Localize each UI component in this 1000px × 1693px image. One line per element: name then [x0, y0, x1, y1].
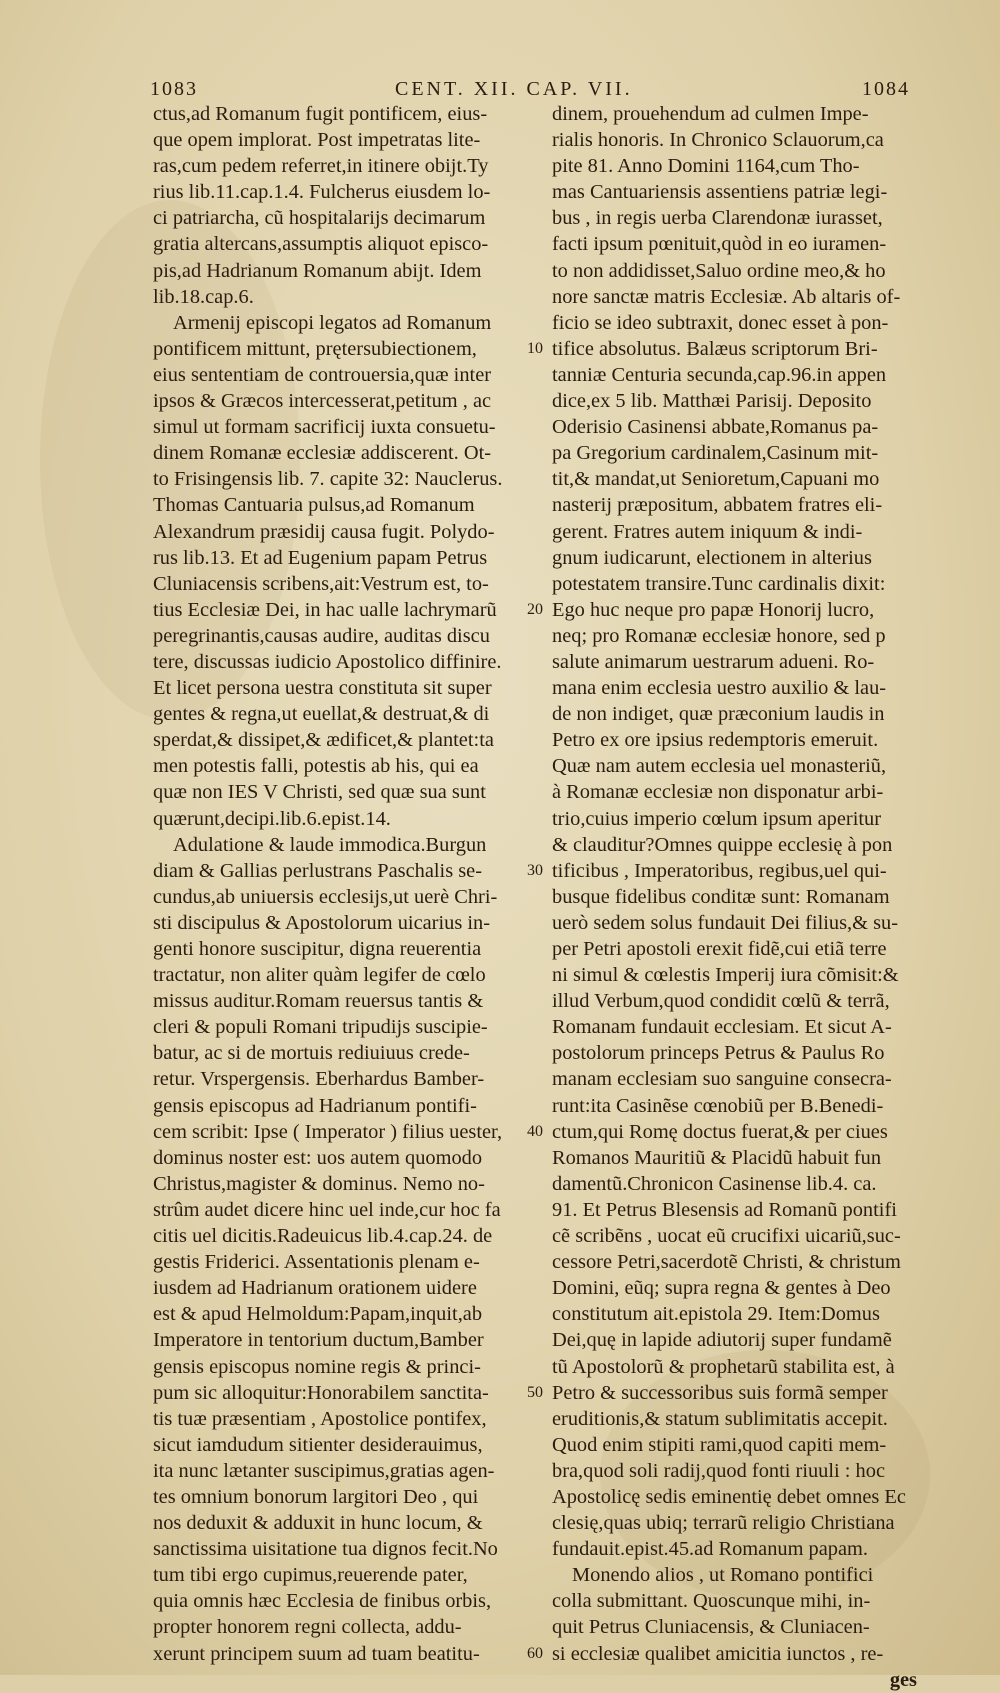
text-line: cem scribit: Ipse ( Imperator ) filius uester,: [153, 1120, 503, 1143]
text-line: ita nunc lætanter suscipimus,gratias agen-: [153, 1459, 495, 1482]
text-line: pum sic alloquitur:Honorabilem sanctita-: [153, 1381, 489, 1404]
text-line: eius sententiam de controuersia,quæ inter: [153, 363, 492, 386]
text-line: bra,quod soli radij,quod fonti riuuli : hoc: [552, 1459, 886, 1482]
text-line: colla submittant. Quoscunque mihi, in-: [552, 1590, 871, 1613]
text-line: Monendo alios , ut Romano pontifici: [572, 1564, 874, 1587]
text-line: postolorum princeps Petrus & Paulus Ro: [552, 1042, 885, 1065]
text-line: rus lib.13. Et ad Eugenium papam Petrus: [153, 546, 488, 569]
text-line: to Frisingensis lib. 7. capite 32: Nauclerus.: [153, 468, 503, 491]
text-line: gnum iudicarunt, electionem in alterius: [552, 546, 872, 569]
text-line: xerunt principem suum ad tuam beatitu-: [153, 1642, 480, 1665]
text-line: facti ipsum pœnituit,quòd in eo iuramen-: [552, 233, 887, 256]
text-line: men potestis falli, potestis ab his, qui ea: [153, 755, 479, 778]
text-line: Oderisio Casinensi abbate,Romanus pa-: [552, 416, 879, 439]
text-line: Quæ nam autem ecclesia uel monasteriũ,: [552, 755, 887, 778]
text-line: lib.18.cap.6.: [153, 285, 254, 308]
text-line: tanniæ Centuria secunda,cap.96.in appen: [552, 363, 887, 386]
line-number: 50: [527, 1383, 543, 1401]
text-line: missus auditur.Romam reuersus tantis &: [153, 990, 484, 1013]
text-line: busque fidelibus conditæ sunt: Romanam: [552, 885, 890, 908]
text-line: ci patriarcha, cũ hospitalarijs decimarum: [153, 207, 486, 230]
text-line: rialis honoris. In Chronico Sclauorum,ca: [552, 129, 884, 152]
text-line: gratia altercans,assumptis aliquot episco-: [153, 233, 489, 256]
text-line: sperdat,& dissipet,& ædificet,& plantet:ta: [153, 729, 494, 752]
page-number-left: 1083: [150, 78, 198, 100]
text-line: clesię,quas ubiq; terrarũ religio Christiana: [552, 1512, 895, 1535]
text-line: uerò sedem solus fundauit Dei filius,& su-: [552, 911, 899, 934]
text-line: dice,ex 5 lib. Matthæi Parisij. Deposito: [552, 390, 872, 413]
text-line: Dei,quę in lapide adiutorij super fundamẽ: [552, 1329, 892, 1352]
text-line: Adulatione & laude immodica.Burgun: [173, 833, 487, 856]
right-text-column: [552, 101, 917, 1693]
text-line: tere, discussas iudicio Apostolico diffinire.: [153, 650, 502, 673]
line-number: 30: [527, 861, 543, 879]
text-line: gensis episcopus nomine regis & princi-: [153, 1355, 481, 1378]
text-line: tit,& mandat,ut Senioretum,Capuani mo: [552, 468, 880, 491]
text-line: Apostolicę sedis eminentię debet omnes Ec: [552, 1485, 906, 1508]
text-line: quia omnis hæc Ecclesia de finibus orbis,: [153, 1590, 492, 1613]
text-line: eruditionis,& statum sublimitatis accepit.: [552, 1407, 888, 1430]
text-line: tũ Apostolorũ & prophetarũ stabilita est, à: [552, 1355, 895, 1378]
line-number: 60: [527, 1644, 543, 1662]
text-line: ctum,qui Romę doctus fuerat,& per ciues: [552, 1120, 888, 1143]
text-line: Alexandrum præsidij causa fugit. Polydo-: [153, 520, 495, 543]
text-line: fundauit.epist.45.ad Romanum papam.: [552, 1538, 868, 1561]
text-line: Imperatore in tentorium ductum,Bamber: [153, 1329, 484, 1352]
text-line: damentũ.Chronicon Casinense lib.4. ca.: [552, 1172, 877, 1195]
text-line: tis tuæ præsentiam , Apostolice pontifex,: [153, 1407, 487, 1430]
text-line: trio,cuius imperio cœlum ipsum aperitur: [552, 807, 882, 830]
text-line: constitutum ait.epistola 29. Item:Domus: [552, 1303, 880, 1326]
page-number-right: 1084: [862, 78, 910, 100]
text-line: pontificem mittunt, prętersubiectionem,: [153, 337, 477, 360]
text-line: nos deduxit & adduxit in hunc locum, &: [153, 1512, 483, 1535]
text-line: Romanos Mauritiũ & Placidũ habuit fun: [552, 1146, 882, 1169]
text-line: nasterij præpositum, abbatem fratres eli-: [552, 494, 883, 517]
line-number: 10: [527, 339, 543, 357]
text-line: manam ecclesiam suo sanguine consecra-: [552, 1068, 892, 1091]
text-line: gensis episcopus ad Hadrianum pontifi-: [153, 1094, 477, 1117]
text-line: genti honore suscipitur, digna reuerentia: [153, 938, 482, 960]
text-line: tractatur, non aliter quàm legifer de cœlo: [153, 964, 486, 987]
text-line: à Romanæ ecclesiæ non disponatur arbi-: [552, 781, 884, 804]
text-line: batur, ac si de mortuis rediuiuus crede-: [153, 1042, 470, 1065]
text-line: ipsos & Græcos intercesserat,petitum , ac: [153, 390, 492, 413]
text-line: dinem, prouehendum ad culmen Impe-: [552, 103, 869, 125]
text-line: est & apud Helmoldum:Papam,inquit,ab: [153, 1303, 483, 1326]
text-line: quit Petrus Cluniacensis, & Cluniacen-: [552, 1616, 870, 1639]
text-line: quæ non IES V Christi, sed quæ sua sunt: [153, 781, 486, 804]
text-line: Petro ex ore ipsius redemptoris emeruit.: [552, 729, 879, 752]
text-line: Ego huc neque pro papæ Honorij lucro,: [552, 598, 875, 621]
text-line: de non indiget, quæ præconium laudis in: [552, 703, 885, 726]
text-line: 91. Et Petrus Blesensis ad Romanũ pontifi: [552, 1198, 897, 1221]
text-line: pa Gregorium cardinalem,Casinum mit-: [552, 442, 879, 465]
text-line: si ecclesiæ qualibet amicitia iunctos , re-: [552, 1642, 884, 1665]
text-line: Romanam fundauit ecclesiam. Et sicut A-: [552, 1016, 892, 1039]
text-line: dominus noster est: uos autem quomodo: [153, 1146, 483, 1169]
text-line: iusdem ad Hadrianum orationem uidere: [153, 1277, 477, 1300]
text-line: sicut iamdudum sitienter desiderauimus,: [153, 1433, 483, 1456]
text-line: sti discipulus & Apostolorum uicarius in-: [153, 911, 491, 934]
text-line: tius Ecclesiæ Dei, in hac ualle lachrymarũ: [153, 598, 497, 621]
text-line: to non addidisset,Saluo ordine meo,& ho: [552, 259, 886, 282]
text-line: potestatem transire.Tunc cardinalis dixit:: [552, 572, 886, 595]
text-line: Christus,magister & dominus. Nemo no-: [153, 1172, 485, 1195]
text-line: & clauditur?Omnes quippe ecclesię à pon: [552, 833, 893, 856]
text-line: rius lib.11.cap.1.4. Fulcherus eiusdem lo-: [153, 181, 491, 204]
running-title: CENT. XII. CAP. VII.: [395, 78, 633, 100]
text-line: peregrinantis,causas audire, auditas discu: [153, 624, 490, 647]
text-line: diam & Gallias perlustrans Paschalis se-: [153, 859, 483, 882]
text-line: Armenij episcopi legatos ad Romanum: [173, 311, 492, 334]
text-line: dinem Romanæ ecclesiæ addiscerent. Ot-: [153, 442, 492, 465]
text-line: nore sanctæ matris Ecclesiæ. Ab altaris of-: [552, 285, 901, 308]
catchword: ges: [889, 1668, 917, 1691]
text-line: Et licet persona uestra constituta sit super: [153, 677, 492, 700]
text-line: cẽ scribẽns , uocat eũ crucifixi uicariũ,suc-: [552, 1225, 901, 1248]
text-line: bus , in regis uerba Clarendonæ iurasset,: [552, 207, 883, 230]
text-line: runt:ita Casinẽse cœnobiũ per B.Benedi-: [552, 1094, 884, 1117]
text-line: ficio se ideo subtraxit, donec esset à pon-: [552, 311, 889, 334]
text-line: ras,cum pedem referret,in itinere obijt.Ty: [153, 155, 489, 178]
text-line: citis uel dicitis.Radeuicus lib.4.cap.24. de: [153, 1225, 493, 1248]
text-line: ctus,ad Romanum fugit pontificem, eius-: [153, 103, 488, 125]
text-line: Petro & successoribus suis formã semper: [552, 1381, 888, 1404]
text-line: gentes & regna,ut euellat,& destruat,& di: [153, 703, 490, 726]
text-line: cundus,ab uniuersis ecclesijs,ut uerè Chri-: [153, 885, 498, 908]
text-line: Domini, eũq; supra regna & gentes à Deo: [552, 1277, 891, 1300]
text-line: quærunt,decipi.lib.6.epist.14.: [153, 807, 391, 830]
text-line: neq; pro Romanæ ecclesiæ honore, sed p: [552, 624, 886, 647]
text-line: que opem implorat. Post impetratas lite-: [153, 129, 481, 152]
text-line: illud Verbum,quod condidit cœlũ & terrã,: [552, 990, 890, 1013]
text-line: mana enim ecclesia uestro auxilio & lau-: [552, 677, 887, 700]
text-line: tes omnium bonorum largitori Deo , qui: [153, 1485, 479, 1508]
text-line: retur. Vrspergensis. Eberhardus Bamber-: [153, 1068, 485, 1091]
text-line: pite 81. Anno Domini 1164,cum Tho-: [552, 155, 860, 178]
line-number: 20: [527, 600, 543, 618]
text-line: tifice absolutus. Balæus scriptorum Bri-: [552, 337, 878, 360]
text-line: per Petri apostoli erexit fidẽ,cui etiã terre: [552, 938, 887, 960]
text-line: Thomas Cantuaria pulsus,ad Romanum: [153, 494, 475, 517]
line-number: 40: [527, 1122, 543, 1140]
text-line: cleri & populi Romani tripudijs suscipie-: [153, 1016, 488, 1039]
left-text-column: [153, 101, 518, 1667]
text-line: salute animarum uestrarum adueni. Ro-: [552, 650, 875, 673]
text-line: pis,ad Hadrianum Romanum abijt. Idem: [153, 259, 482, 282]
text-line: Quod enim stipiti rami,quod capiti mem-: [552, 1433, 887, 1456]
text-line: gerent. Fratres autem iniquum & indi-: [552, 520, 863, 543]
text-line: cessore Petri,sacerdotẽ Christi, & christum: [552, 1251, 901, 1274]
text-line: tificibus , Imperatoribus, regibus,uel qui-: [552, 859, 887, 882]
text-line: sanctissima uisitatione tua dignos fecit.No: [153, 1538, 498, 1561]
text-line: ni simul & cœlestis Imperij iura cõmisit:&: [552, 964, 899, 987]
text-line: mas Cantuariensis assentiens patriæ legi-: [552, 181, 888, 204]
text-line: propter honorem regni collecta, addu-: [153, 1616, 462, 1639]
text-line: strûm audet dicere hinc uel inde,cur hoc fa: [153, 1198, 501, 1221]
text-line: gestis Friderici. Assentationis plenam e-: [153, 1251, 480, 1274]
text-line: simul ut formam sacrificij iuxta consuetu-: [153, 416, 496, 439]
text-line: tum tibi ergo cupimus,reuerende pater,: [153, 1564, 468, 1587]
text-line: Cluniacensis scribens,ait:Vestrum est, to-: [153, 572, 489, 595]
